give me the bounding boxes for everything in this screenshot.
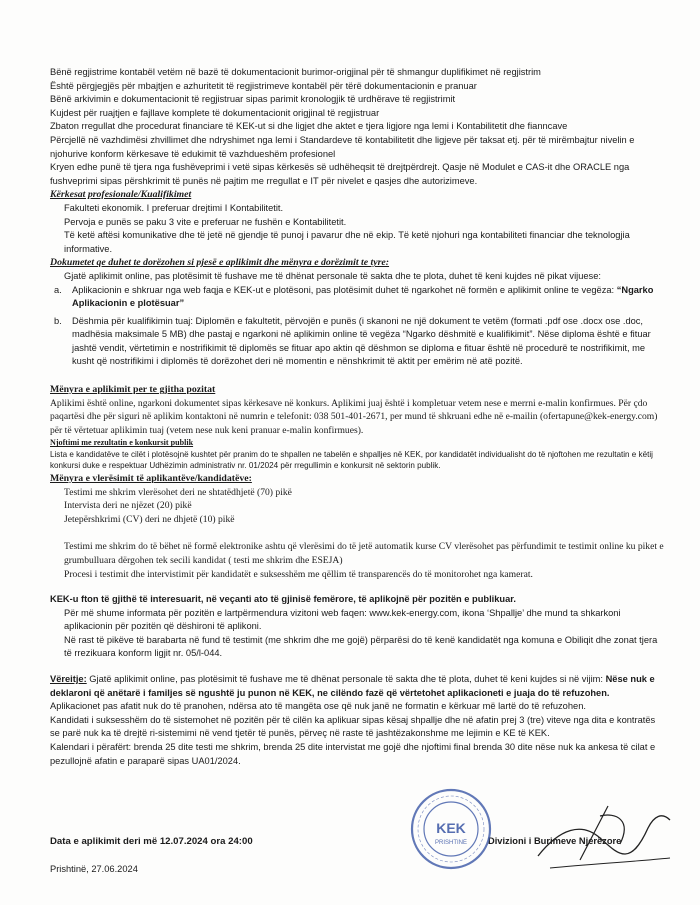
equality-info: Për më shume informata për pozitën e lartpërmendura vizitoni web faqen: www.kek-energy.com, ikona ‘Shpallje’ dhe mund ta shkarkoni aplikacionin për pozitën që dëshironi të aplikoni. bbox=[64, 607, 621, 632]
evaluation-line: Testimi me shkrim vlerësohet deri ne shtatëdhjetë (70) pikë bbox=[64, 486, 292, 498]
stamp-logo: KEK bbox=[436, 820, 466, 836]
application-text: Aplikimi është online, ngarkoni dokumentet sipas kërkesave në konkurs. Aplikimi juaj është i kompletuar vetem nese e merrni e-malin konfirmues. Për çdo paqartësi dhe për siguri në aplikim kontaktoni në numrin e telefonit: 038 501-401-2671, per mund të shkruani edhe në e-mailin (ofertapune@kek-energy.com) për të vërtetuar aplikimin tuaj (vetem nese nuk keni pranuar e-malin konfirmues). bbox=[50, 397, 658, 436]
item-marker: b. bbox=[54, 315, 62, 326]
signature bbox=[520, 798, 680, 878]
kek-stamp bbox=[410, 788, 492, 870]
qualification-line: Fakulteti ekonomik. I preferuar drejtimi I Kontabilitetit. bbox=[64, 202, 284, 213]
notice-text: Lista e kandidatëve te cilët i plotësojnë kushtet për pranim do te shpallen ne tabelën e shpalljes në KEK, por kandidatët individualisht do të njoftohen me rezultatin e këtij konkursi duke e respektuar Udhëzimin administrativ nr. 01/2024 për rregullimin e konkursit në sektorin publik. bbox=[50, 449, 653, 471]
qualification-line: Pervoja e punës se paku 3 vite e preferuar ne fushën e Kontabilitetit. bbox=[64, 216, 347, 227]
documents-heading: Dokumetet qe duhet te dorëzohen si pjesë e aplikimit dhe mënyra e dorëzimit te tyre: bbox=[50, 257, 390, 269]
evaluation-heading: Mënyra e vlerësimit të aplikantëve/kandidatëve: bbox=[50, 472, 252, 484]
item-emphasis: “Ngarko Aplikacionin e plotësuar” bbox=[72, 284, 654, 309]
attention-label: Vëreitje: bbox=[50, 674, 87, 685]
duty-line: Kryen edhe punë të tjera nga fushëveprimi i vetë sipas kërkesës së udhëheqsit të drejtpërdrejt. Qasje në Modulet e CAS-it dhe ORACLE nga fushveprimi sipas përshkrimit të punës në pajtim me rregullat e IT për nivelet e qasjes dhe autorizimeve. bbox=[50, 162, 630, 186]
item-text: Dëshmia për kualifikimin tuaj: Diplomën e fakultetit, përvojën e punës (i skanoni ne një dokument te vetëm (formati .pdf ose .docx ose .doc, madhësia maksimale 5 MB) dhe pastaj e ngarkoni në aplikimin online të vegëza “Ngarko dëshmitë e kualifikimit”. bbox=[72, 315, 644, 340]
equality-tie: Në rast të pikëve të barabarta në fund të testimit (me shkrim dhe me gojë) përparësi do të kenë kandidatët nga komuna e Obiliqit dhe zonat tjera të rrezikuara konform ligjit nr. 05/l-044. bbox=[64, 634, 658, 659]
attention-calendar: Kalendari i përafërt: brenda 25 dite testi me shkrim, brenda 25 dite intervistat me gojë dhe njoftimi final brenda 30 dite nëse nuk ka ankesa të cilat e pezullojnë afatin e paraparë sipas UA01/2024. bbox=[50, 742, 656, 766]
qualification-line: Të ketë aftësi komunikative dhe të jetë në gjendje të punoj i pavarur dhe në ekip. Të ketë njohuri nga kontabiliteti financiar dhe teknologjia informative. bbox=[64, 230, 630, 254]
documents-item-b bbox=[50, 315, 665, 369]
evaluation-line: Jetepërshkrimi (CV) deri ne dhjetë (10) pikë bbox=[64, 513, 235, 525]
evaluation-note: Testimi me shkrim do të bëhet në formë elektronike ashtu që vlerësimi do të jetë automatik kurse CV vlerësohet pas përfundimit te testimit online ku piket e grumbulluara dërgohen tek secili kandidat ( testi me shkrim dhe ESEJA) bbox=[64, 541, 664, 566]
attention-rejected: Aplikacionet pas afatit nuk do të pranohen, ndërsa ato të mangëta ose që nuk janë ne formatin e kërkuar më lartë do të refuzohen. bbox=[50, 701, 586, 712]
attention-successful: Kandidati i suksesshëm do të sistemohet në pozitën për të cilën ka aplikuar sipas kësaj shpallje dhe në afatin prej 3 (tre) viteve nga dita e kontratës se parë nuk ka të drejtë ri-sistemimi në vend tjetër të punës, përveç në raste të jashtëzakonshme me lejimin e KE të KEK. bbox=[50, 714, 656, 739]
duty-line: Përcjellë në vazhdimësi zhvillimet dhe ndryshimet nga lemi i Standardeve të kontabilitetit dhe ligjeve për taksat etj. për të mirëmbajtur nivelin e njohurive konform kërkesave të edukimit të vazhdueshëm profesionel bbox=[50, 134, 635, 159]
division-label: Divizioni i Burimeve Njerëzore bbox=[488, 836, 622, 846]
application-heading: Mënyra e aplikimit per te gjitha pozitat bbox=[50, 384, 216, 396]
duty-line: Është përgjegjës për mbajtjen e azhuritetit të regjistrimeve kontabël për tërë dokumentacionin e pranuar bbox=[50, 80, 477, 91]
notice-heading: Njoftimi me rezultatin e konkursit publik bbox=[50, 438, 194, 448]
item-marker: a. bbox=[54, 284, 62, 295]
duty-line: Kujdest për ruajtjen e fajllave komplete të dokumentacionit origjinal të regjistruar bbox=[50, 107, 380, 118]
deadline: Data e aplikimit deri më 12.07.2024 ora 24:00 bbox=[50, 836, 253, 847]
qualifications-heading: Kërkesat profesionale/Kualifikimet bbox=[50, 189, 192, 201]
attention-bold: Nëse nuk e deklaroni që anëtarë i familjes së ngushtë ju punon në KEK, ne cilëndo fazë që vërtetohet aplikacioneti e juaja do të refuzohen. bbox=[50, 674, 655, 698]
item-text-2: Nëse diploma është e fituar jashtë vendit, vërtetimin e nostrifikimit të diplomës se fituar apo aktin që dëshmon se diploma e fituar është në procedurë te nostrifikimit, me kusht që nostrifikimi i diplomës të dorëzohet deri në momentin e nënshkrimit të aktit per emërim në atë pozitë. bbox=[72, 329, 651, 367]
duty-line: Bënë arkivimin e dokumentacionit të regjistruar sipas parimit kronologjik të urdhërave të regjistrimit bbox=[50, 94, 456, 105]
duty-line: Bënë regjistrime kontabël vetëm në bazë të dokumentacionit burimor-origjinal për të shmangur duplifikimet në regjistrim bbox=[50, 67, 541, 77]
item-text: Aplikacionin e shkruar nga web faqja e KEK-ut e plotësoni, pas plotësimit duhet të ngarkohet në formën e aplikimit online te vegëza: bbox=[72, 284, 615, 295]
attention-block bbox=[50, 673, 665, 700]
documents-item-a bbox=[50, 284, 665, 311]
documents-intro: Gjatë aplikimit online, pas plotësimit të fushave me të dhënat personale të sakta dhe te plota, duhet të keni kujdes në pikat vijuese: bbox=[64, 270, 601, 281]
stamp-city: PRISHTINË bbox=[434, 840, 468, 846]
attention-text: Gjatë aplikimit online, pas plotësimit të fushave me të dhënat personale të sakta dhe të plota, duhet të keni kujdes si në vijim: bbox=[89, 674, 603, 685]
document-body bbox=[50, 66, 665, 768]
place-date: Prishtinë, 27.06.2024 bbox=[50, 864, 138, 874]
evaluation-line: Intervista deri ne njëzet (20) pikë bbox=[64, 500, 192, 512]
equality-statement: KEK-u fton të gjithë të interesuarit, në veçanti ato të gjinisë femërore, të aplikojnë për pozitën e publikuar. bbox=[50, 594, 516, 605]
evaluation-process: Procesi i testimit dhe intervistimit për kandidatët e suksesshëm me qëllim të transparencës do të monitorohet nga kamerat. bbox=[64, 568, 533, 580]
duty-line: Zbaton rregullat dhe procedurat financiare të KEK-ut si dhe ligjet dhe aktet e tjera ligjore nga lemi i Kontabilitetit dhe fianncave bbox=[50, 121, 568, 132]
